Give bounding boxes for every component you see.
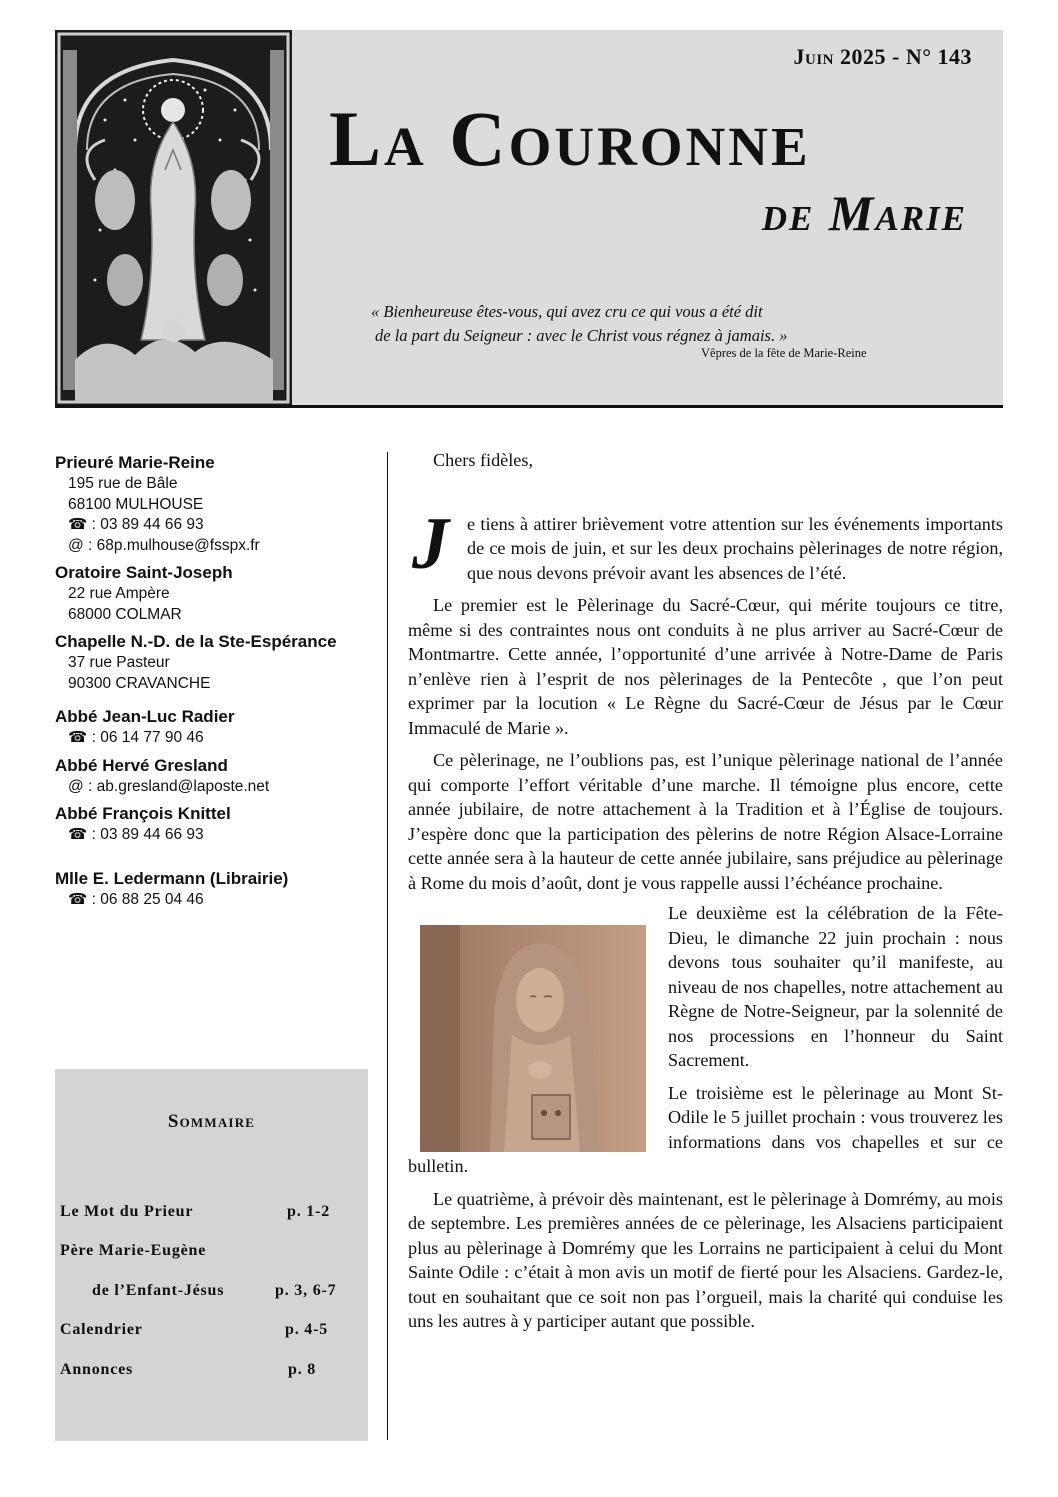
- phone-number: ☎ : 06 88 25 04 46: [68, 890, 204, 908]
- article-paragraph: Le troisième est le pèlerinage au Mont St-Odile le 5 juillet prochain : vous trouverez les informations dans vos chapelles et sur ce bulletin.: [408, 1082, 1003, 1176]
- quote-line: de la part du Seigneur : avec le Christ vous régnez à jamais. »: [375, 326, 788, 345]
- location-block: [55, 562, 375, 625]
- masthead: [55, 30, 1003, 406]
- newsletter-title: La Couronne: [329, 95, 811, 182]
- address-line: 68100 MULHOUSE: [68, 495, 204, 513]
- contact-name: Abbé Hervé Gresland: [55, 755, 228, 775]
- quote-source: Vêpres de la fête de Marie-Reine: [701, 346, 867, 360]
- address-line: 195 rue de Bâle: [68, 475, 178, 492]
- contact-block: [55, 706, 375, 749]
- article-paragraph: Ce pèlerinage, ne l’oublions pas, est l’unique pèlerinage national de l’année qui comporte l’effort véritable d’une marche. Il témoigne plus encore, cette année jubilaire, de notre attachement à la Tradition et à l’Église de toujours. J’espère donc que la participation des pèlerins de notre Région Alsace-Lorraine cette année sera à la hauteur de cette année jubilaire, sans préjudice au pèlerinage à Rome du mois d’août, dont je vous rappelle aussi l’échéance prochaine.: [408, 750, 1003, 893]
- article-paragraph: Le quatrième, à prévoir dès maintenant, est le pèlerinage à Domrémy, au mois de septembre. Les premières années de ce pèlerinage, les Alsaciens participaient plus au pèlerinage à Domrémy que les Lorrains ne participaient à celui du Mont Sainte Odile : c’était à mon avis un motif de fierté pour les Alsaciens. Gardez-le, tout en souhaitant que ce soit non pas l’orgueil, mais la charité qui conduise les uns les autres à y participer autant que possible.: [408, 1188, 1003, 1331]
- location-name: Chapelle N.-D. de la Ste-Espérance: [55, 632, 337, 651]
- location-name: Prieuré Marie-Reine: [55, 453, 215, 472]
- toc-item-page: p. 1-2: [287, 1203, 331, 1220]
- toc-item-label: Annonces: [60, 1361, 134, 1378]
- location-block: [55, 631, 375, 694]
- location-block: [55, 452, 375, 556]
- toc-item-label: Père Marie-Eugène: [60, 1242, 207, 1259]
- phone-number: ☎ : 03 89 44 66 93: [68, 826, 204, 843]
- address-line: 68000 COLMAR: [68, 605, 182, 623]
- drop-cap: J: [412, 502, 449, 585]
- email-address[interactable]: @ : 68p.mulhouse@fsspx.fr: [68, 536, 260, 554]
- phone-number: ☎ : 06 14 77 90 46: [68, 729, 204, 746]
- salutation: Chers fidèles,: [433, 450, 534, 470]
- article-paragraph: Le deuxième est la célébration de la Fête-Dieu, le dimanche 22 juin prochain : nous devons tous souhaiter qu’il manifeste, au niveau de nos chapelles, notre attachement au Règne de Notre-Seigneur, par la solennité de nos processions en l’honneur du Saint Sacrement.: [668, 903, 1003, 1070]
- column-divider: [387, 452, 388, 1440]
- contact-block: [55, 803, 375, 846]
- toc-item-label: Calendrier: [60, 1321, 143, 1338]
- article-paragraph: Le premier est le Pèlerinage du Sacré-Cœur, qui mérite toujours ce titre, même si des contraintes nous ont conduits à ne plus arriver au Sacré-Cœur de Montmartre. Cette année, l’opportunité d’une arrivée à Notre-Dame de Paris n’enlève rien à l’esprit de nos pèlerinages de la Pentecôte , que l’on peut exprimer par la locution « Le Règne du Sacré-Cœur de Jésus par le Cœur Immaculé de Marie ».: [408, 595, 1003, 738]
- saint-odile-statue-photo: [420, 925, 646, 1152]
- email-address[interactable]: @ : ab.gresland@laposte.net: [68, 777, 270, 795]
- toc-item-label: de l’Enfant-Jésus: [92, 1282, 225, 1299]
- toc-item-page: p. 3, 6-7: [275, 1282, 337, 1299]
- toc-item-page: p. 4-5: [285, 1321, 329, 1338]
- newsletter-subtitle: de Marie: [761, 185, 967, 241]
- article-paragraph: [408, 502, 1003, 586]
- address-line: 37 rue Pasteur: [68, 654, 170, 671]
- table-of-contents: [55, 1069, 368, 1441]
- quote-line: « Bienheureuse êtes-vous, qui avez cru ce qui vous a été dit: [371, 302, 763, 321]
- paragraph-text: e tiens à attirer brièvement votre attention sur les événements importants de ce mois de juin, et sur les deux prochains pèlerinages de notre région, que nous devons prévoir avant les absences de l’été.: [467, 513, 1003, 583]
- contact-block: [55, 868, 375, 911]
- contact-name: Abbé François Knittel: [55, 804, 231, 823]
- address-line: 22 rue Ampère: [68, 585, 170, 602]
- prior-letter: [408, 448, 1003, 1334]
- contact-block: [55, 755, 375, 798]
- issue-number: Juin 2025 - N° 143: [793, 44, 972, 69]
- toc-item-page: p. 8: [288, 1361, 317, 1378]
- address-line: 90300 CRAVANCHE: [68, 674, 211, 692]
- header-divider: [55, 405, 1003, 408]
- contact-name: Abbé Jean-Luc Radier: [55, 707, 235, 726]
- contact-sidebar: [55, 452, 375, 916]
- virgin-mary-engraving: [55, 30, 292, 406]
- location-name: Oratoire Saint-Joseph: [55, 563, 233, 582]
- epigraph-quote: [371, 300, 787, 348]
- toc-item-label: Le Mot du Prieur: [60, 1203, 194, 1220]
- phone-number: ☎ : 03 89 44 66 93: [68, 516, 204, 533]
- contact-name: Mlle E. Ledermann (Librairie): [55, 868, 289, 888]
- toc-title: Sommaire: [167, 1111, 256, 1132]
